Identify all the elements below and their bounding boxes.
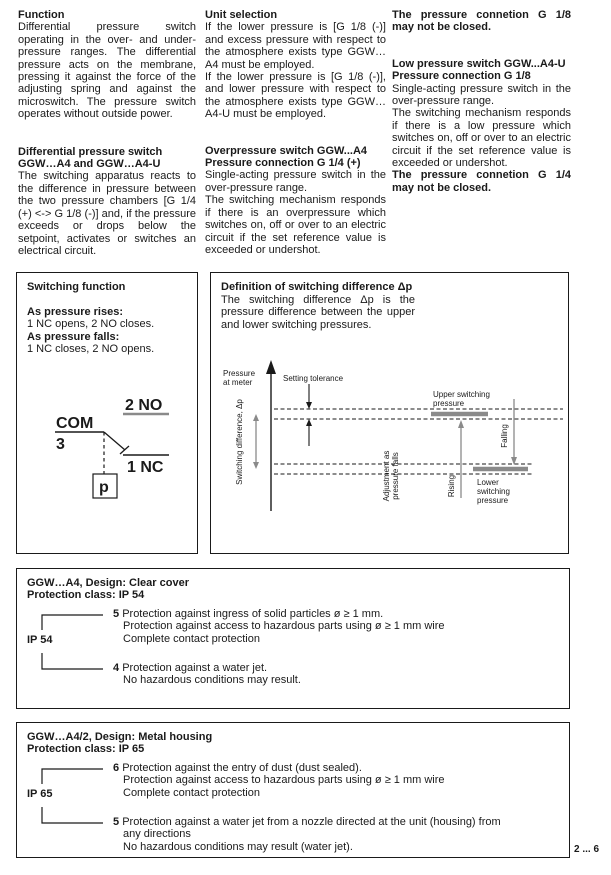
switching-function-title: Switching function [27,281,126,293]
axis-label-line2: at meter [223,378,253,387]
rises-text: 1 NC opens, 2 NO closes. [27,318,155,331]
paragraph-function: Differential pressure switch operating in the over- and under-pressure ranges. The differential pressure acts on the membrane, pressing it against the force of the adjusting spring and against the microswitch. The pressure switch operates without outside power. [18,21,196,121]
column-unit-selection [205,9,386,256]
adjustment-label-line1: Adjustment as [382,450,391,502]
ip65-bracket-top [42,769,103,784]
tolerance-arrow-down-head [306,402,312,409]
label-com: COM [56,415,94,432]
ip65-detail-2-line2: any directions [123,828,191,841]
ip54-box [16,568,570,709]
ip65-title-line2: Protection class: IP 65 [27,743,145,756]
ip54-detail-1-line2: Protection against access to hazardous parts using ø ≥ 1 mm wire [123,620,445,633]
switching-difference-label: Switching difference, Δp [235,399,244,485]
rising-arrow-head [458,420,464,428]
definition-box [210,272,569,554]
ip65-digit-6: 6 [113,762,120,774]
rises-heading: As pressure rises: [27,306,123,318]
axis-label-line1: Pressure [223,369,256,378]
rising-label: Rising [447,474,456,498]
heading-overpressure-2: Pressure connection G 1/4 (+) [205,157,361,170]
ip65-detail-2 [113,816,501,853]
ip65-detail-2-line1 [113,816,501,828]
paragraph-unit-2: If the lower pressure is [G 1/8 (-)], and lower pressure with respect to the atmosphere exists type GGW…A4-U must be employed. [205,71,386,121]
moving-contact-line [104,432,125,450]
falls-heading: As pressure falls: [27,330,120,343]
upper-pressure-label-line2: pressure [433,399,465,408]
paragraph-overpressure-1: Single-acting pressure switch in the over-pressure range. [205,169,386,194]
ip54-detail-1-line3: Complete contact protection [123,632,260,645]
ip65-detail-1-line2: Protection against access to hazardous parts using ø ≥ 1 mm wire [123,774,445,787]
label-2no: 2 NO [125,397,163,414]
ip65-title-line1: GGW…A4/2, Design: Metal housing [27,731,213,743]
tolerance-arrow-up-head [306,419,312,426]
paragraph-unit-1: If the lower pressure is [G 1/8 (-)] and excess pressure with respect to the atmosphere exists type GGW…A4 must be employed. [205,21,386,71]
upper-pressure-label-line1: Upper switching [433,390,490,399]
ip54-title-line1: GGW…A4, Design: Clear cover [27,577,189,589]
heading-unit-selection: Unit selection [205,9,278,21]
ip65-detail-2-text1: Protection against a water jet from a nozzle directed at the unit (housing) from [122,816,501,828]
delta-p-arrow-bottom-head [253,462,259,469]
paragraph-low-1: Single-acting pressure switch in the over-pressure range. [392,82,571,108]
ip54-title [27,577,189,602]
label-1nc: 1 NC [127,459,164,476]
note-g14: The pressure connetion G 1/4 may not be closed. [392,169,571,194]
ip65-digit-5: 5 [113,816,120,828]
falls-text: 1 NC closes, 2 NO opens. [27,343,155,356]
heading-diff-switch-1: Differential pressure switch [18,145,163,158]
label-3: 3 [56,436,65,453]
ip54-detail-2 [113,662,301,687]
setting-tolerance-label: Setting tolerance [283,374,344,383]
ip65-detail-1-text1: Protection against the entry of dust (dust sealed). [122,762,362,774]
ip65-detail-1-line3: Complete contact protection [123,786,260,799]
pressure-axis-arrowhead [266,360,276,374]
definition-intro: The switching difference Δp is the pressure difference between the upper and lower switching pressures. [221,294,415,331]
column-low-pressure [392,9,571,194]
delta-p-arrow-top-head [253,414,259,421]
adjustment-label-line2: pressure falls [391,452,400,500]
ip65-bracket-bottom [42,807,103,823]
definition-title: Definition of switching difference Δp [221,281,413,293]
lower-pressure-label-line2: switching [477,487,510,496]
paragraph-overpressure-2: The switching mechanism responds if there is an overpressure which switches on, off or over to an electric circuit if the set reference value is exceeded or undershot. [205,194,386,256]
ip65-detail-2-line3: No hazardous conditions may result (water jet). [123,840,353,853]
contact-diagram [17,393,197,551]
heading-low-pressure-2: Pressure connection G 1/8 [392,70,531,83]
switching-function-text [27,306,154,356]
heading-overpressure-1: Overpressure switch GGW...A4 [205,144,368,157]
label-p: p [99,479,109,496]
lower-pressure-label-line1: Lower [477,478,499,487]
ip54-detail-2-line1 [113,662,301,674]
page-reference: 2 ... 6 [574,844,600,855]
ip54-bracket-top [42,615,103,630]
ip54-detail-1 [113,608,445,645]
ip54-detail-1-text1: Protection against ingress of solid particles ø ≥ 1 mm. [122,608,384,620]
lower-pressure-label-line3: pressure [477,496,509,505]
ip54-detail-2-line2: No hazardous conditions may result. [123,674,301,687]
falling-label: Falling [500,424,509,448]
heading-low-pressure-1: Low pressure switch GGW...A4-U [392,57,566,70]
ip65-box [16,722,570,858]
column-function [18,9,196,257]
switching-function-box [16,272,198,554]
switching-difference-chart [211,358,568,552]
ip65-detail-1 [113,762,445,799]
ip65-detail-1-line1 [113,762,445,774]
ip54-bracket-bottom [42,653,103,669]
heading-function: Function [18,9,65,21]
ip54-title-line2: Protection class: IP 54 [27,589,145,602]
paragraph-low-2: The switching mechanism responds if there is a low pressure which switches on, off or over to an electric circuit if the set reference value is exceeded or undershot. [392,107,571,170]
paragraph-diff-switch: The switching apparatus reacts to the difference in pressure between the two pressure chambers [G 1/4 (+) <-> G 1/8 (-)] and, if the pressure exceeds or drops below the setpoint, activates or switches an electrical circuit. [18,170,196,257]
ip65-title [27,731,212,756]
heading-diff-switch-2: GGW…A4 and GGW…A4-U [18,158,161,171]
ip54-detail-1-line1 [113,608,445,620]
ip65-class-label: IP 65 [27,788,53,800]
ip54-digit-5: 5 [113,608,120,620]
ip54-digit-4: 4 [113,662,120,674]
note-g18: The pressure connetion G 1/8 may not be closed. [392,9,571,34]
ip54-detail-2-text1: Protection against a water jet. [122,662,268,674]
ip54-class-label: IP 54 [27,634,53,646]
